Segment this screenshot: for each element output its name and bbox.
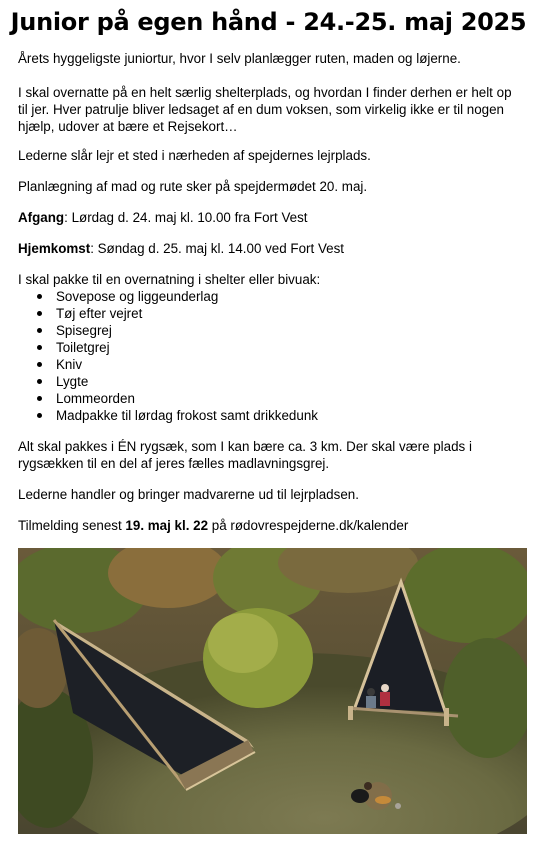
- list-item: Toiletgrej: [18, 339, 318, 356]
- list-item: Spisegrej: [18, 322, 318, 339]
- list-item: Madpakke til lørdag frokost samt drikkedunk: [18, 407, 318, 424]
- list-item: Lygte: [18, 373, 318, 390]
- list-item: Kniv: [18, 356, 318, 373]
- return-line: [18, 240, 523, 257]
- signup-line: [18, 517, 523, 534]
- return-label: Hjemkomst: [18, 241, 91, 256]
- return-text: : Søndag d. 25. maj kl. 14.00 ved Fort Vest: [90, 241, 345, 256]
- list-item: Sovepose og liggeunderlag: [18, 288, 318, 305]
- departure-label: Afgang: [18, 210, 65, 225]
- departure-line: [18, 209, 523, 226]
- planning-paragraph: Planlægning af mad og rute sker på spejdermødet 20. maj.: [18, 179, 368, 194]
- backpack-paragraph: Alt skal pakkes i ÉN rygsæk, som I kan bære ca. 3 km. Der skal være plads i rygsækken til en del af jeres fælles madlavningsgrej.: [18, 439, 472, 471]
- signup-suffix: på rødovrespejderne.dk/kalender: [208, 518, 409, 533]
- leaders-camp-paragraph: Lederne slår lejr et sted i nærheden af spejdernes lejrplads.: [18, 148, 371, 163]
- shelter-paragraph: I skal overnatte på en helt særlig shelterplads, og hvordan I finder derhen er helt op til jer. Hver patrulje bliver ledsaget af en dum voksen, som virkelig ikke er til nogen hjælp, udover at bære et Rejsekort…: [18, 85, 512, 134]
- intro-paragraph: Årets hyggeligste juniortur, hvor I selv planlægger ruten, maden og løjerne.: [18, 51, 461, 66]
- list-item: Lommeorden: [18, 390, 318, 407]
- signup-deadline: 19. maj kl. 22: [125, 518, 209, 533]
- pack-list: [18, 288, 318, 424]
- signup-prefix: Tilmelding senest: [18, 518, 126, 533]
- shelter-photo: [18, 548, 527, 834]
- leaders-food-paragraph: Lederne handler og bringer madvarerne ud til lejrpladsen.: [18, 487, 359, 502]
- departure-text: : Lørdag d. 24. maj kl. 10.00 fra Fort Vest: [64, 210, 308, 225]
- page-title: Junior på egen hånd - 24.-25. maj 2025: [10, 8, 527, 36]
- list-item: Tøj efter vejret: [18, 305, 318, 322]
- pack-intro: I skal pakke til en overnatning i shelter eller bivuak:: [18, 272, 321, 287]
